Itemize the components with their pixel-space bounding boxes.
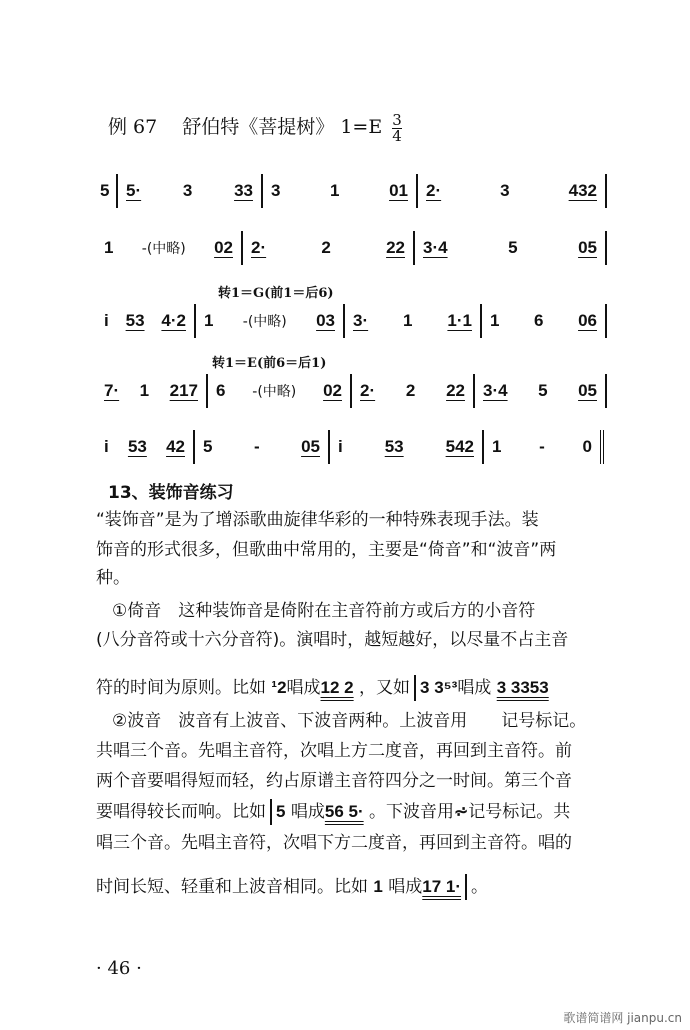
paragraph-line: 唱三个音。先唱主音符，次唱下方二度音，再回到主音符。唱的 [96, 833, 572, 853]
note: 3· [353, 311, 369, 330]
note: -(中略) [252, 384, 297, 400]
example-label: 例 67 [108, 116, 158, 138]
appoggiatura-result: 3 3353 [496, 678, 549, 697]
key-change-annotation: 转1＝G(前1＝后6) [218, 286, 334, 301]
lower-mordent-icon: ⩫ [454, 802, 469, 821]
paragraph-line: 共唱三个音。先唱主音符，次唱上方二度音，再回到主音符。前 [96, 741, 572, 761]
note: 542 [445, 437, 474, 456]
paragraph-line: ②波音 波音有上波音、下波音两种。上波音用 记号标记。 [112, 711, 587, 731]
measure [96, 430, 195, 464]
note: 1 [492, 437, 502, 456]
note: 42 [166, 437, 185, 456]
note: 1 [403, 311, 413, 330]
note: 6 [216, 381, 226, 400]
measure [415, 231, 607, 265]
measure [208, 374, 352, 408]
appoggiatura-result: 12 2 [320, 678, 354, 697]
note: 1 [104, 238, 114, 257]
bar-line [270, 799, 272, 825]
note: 6 [534, 311, 544, 330]
paragraph-line: 饰音的形式很多，但歌曲中常用的，主要是“倚音”和“波音”两 [96, 540, 557, 560]
note: 432 [568, 181, 597, 200]
measure [96, 174, 118, 208]
bar-line [465, 874, 467, 900]
note: 05 [301, 437, 320, 456]
key-change-annotation: 转1＝E(前6＝后1) [212, 356, 327, 371]
note: 5 [508, 238, 518, 257]
measure [96, 374, 208, 408]
note: 05 [578, 238, 597, 257]
mordent-result: 56 5· [324, 802, 364, 821]
note: 5 [538, 381, 548, 400]
note: i [338, 437, 343, 456]
paragraph-line: 时间长短、轻重和上波音相同。比如 1 唱成17 1· 。 [96, 872, 636, 902]
note: 3 [271, 181, 281, 200]
note: i [104, 437, 109, 456]
appoggiatura-example: ¹2 [271, 678, 287, 697]
note: 2· [360, 381, 376, 400]
paragraph-line: 要唱得较长而响。比如 5 唱成56 5· 。下波音用⩫记号标记。共 [96, 797, 636, 827]
measure [330, 430, 484, 464]
watermark: 歌谱简谱网 jianpu.cn [563, 1011, 682, 1025]
paragraph-line: (八分音符或十六分音符)。演唱时，越短越好，以尽量不占主音 [96, 630, 569, 650]
note: 2 [321, 238, 331, 257]
note: 3·4 [483, 381, 508, 400]
measure [118, 174, 263, 208]
example-title [108, 112, 402, 144]
measure [96, 231, 243, 265]
note: 53 [127, 437, 147, 456]
key-signature: 1=E [340, 116, 383, 138]
note: 02 [323, 381, 342, 400]
note: 2 [405, 381, 416, 400]
note: 33 [234, 181, 253, 200]
measure [484, 430, 604, 464]
mordent-example: 1 [373, 877, 383, 896]
note: 22 [386, 238, 405, 257]
measure [196, 304, 345, 338]
note: 05 [578, 381, 597, 400]
note: 02 [214, 238, 233, 257]
note: 01 [389, 181, 408, 200]
note: 0 [582, 437, 592, 456]
measure [263, 174, 418, 208]
paragraph-line: 两个音要唱得短而轻，约占原谱主音符四分之一时间。第三个音 [96, 771, 572, 791]
note: 3 [182, 181, 193, 200]
note: -(中略) [141, 241, 186, 257]
score-row [96, 430, 616, 464]
measure [418, 174, 607, 208]
note: 1·1 [447, 311, 472, 330]
note: 5· [126, 181, 142, 200]
measure [96, 304, 196, 338]
composer: 舒伯特 [182, 116, 240, 138]
note: 1 [330, 181, 340, 200]
note: 2· [251, 238, 267, 257]
note: 1 [139, 381, 150, 400]
note: 22 [446, 381, 465, 400]
note: 2· [426, 181, 442, 200]
note: - [253, 437, 260, 456]
score-row [96, 231, 616, 265]
paragraph-line: 种。 [96, 568, 130, 588]
measure [195, 430, 330, 464]
note: 4·2 [161, 311, 186, 330]
note: 1 [204, 311, 214, 330]
score-row [96, 174, 616, 208]
note: 5 [203, 437, 213, 456]
paragraph-line: “装饰音”是为了增添歌曲旋律华彩的一种特殊表现手法。装 [96, 510, 539, 530]
measure [482, 304, 607, 338]
measure [475, 374, 607, 408]
note: 3 [500, 181, 510, 200]
score-row [96, 304, 616, 338]
note: 7· [104, 381, 120, 400]
note: 5 [100, 181, 110, 200]
mordent-example: 5 [276, 802, 286, 821]
time-signature: $\frac{3}{4}$ [392, 110, 402, 145]
song-title: 《菩提树》 [239, 116, 335, 138]
paragraph-line: ①倚音 这种装饰音是倚附在主音符前方或后方的小音符 [112, 601, 536, 621]
note: 1 [490, 311, 500, 330]
note: -(中略) [242, 314, 287, 330]
note: 03 [316, 311, 335, 330]
note: 06 [578, 311, 597, 330]
measure [352, 374, 475, 408]
score-row [96, 374, 616, 408]
measure [243, 231, 415, 265]
section-heading: 13、装饰音练习 [108, 483, 234, 503]
page-number: · 46 · [96, 958, 142, 979]
note: 3·4 [423, 238, 448, 257]
note: 53 [125, 311, 145, 330]
note: 217 [169, 381, 198, 400]
paragraph-line: 符的时间为原则。比如 ¹2唱成12 2 ，又如 3 3⁵³唱成 3 3353 [96, 673, 636, 703]
note: 53 [384, 437, 404, 456]
appoggiatura-example: 3 3⁵³ [420, 678, 458, 697]
note: i [104, 311, 109, 330]
bar-line [414, 675, 416, 701]
measure [345, 304, 482, 338]
mordent-result: 17 1· [422, 877, 462, 896]
note: - [539, 437, 545, 456]
